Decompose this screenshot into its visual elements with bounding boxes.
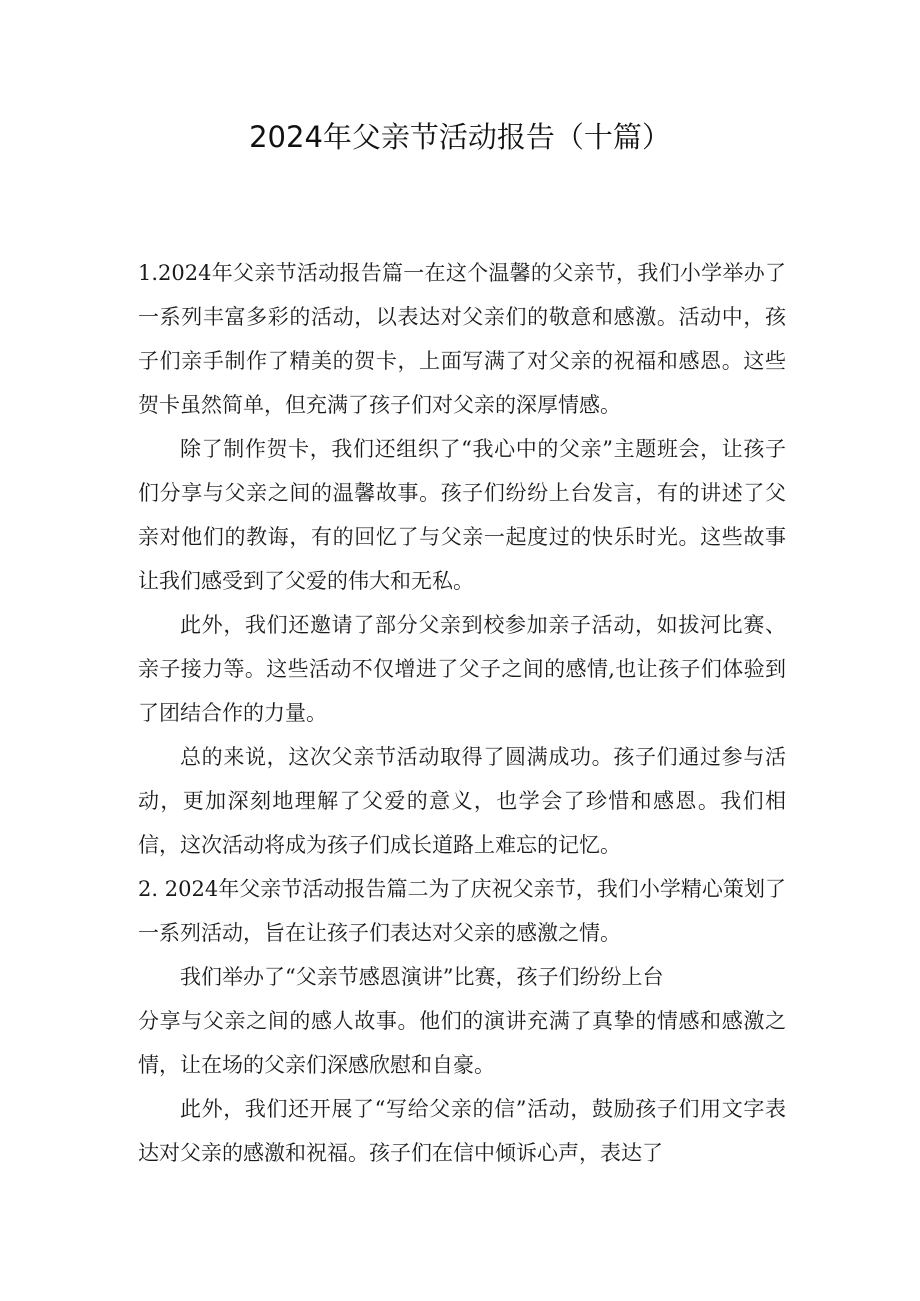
paragraph-7: 分享与父亲之间的感人故事。他们的演讲充满了真挚的情感和感激之情，让在场的父亲们深感欣慰和自豪。 <box>138 1009 786 1077</box>
paragraph-4: 总的来说，这次父亲节活动取得了圆满成功。孩子们通过参与活动，更加深刻地理解了父爱的意义，也学会了珍惜和感恩。我们相信，这次活动将成为孩子们成长道路上难忘的记忆。 <box>138 745 786 857</box>
paragraph-2: 除了制作贺卡，我们还组织了“我心中的父亲”主题班会，让孩子们分享与父亲之间的温馨故事。孩子们纷纷上台发言，有的讲述了父亲对他们的教诲，有的回忆了与父亲一起度过的快乐时光。这些故事让我们感受到了父爱的伟大和无私。 <box>138 437 786 593</box>
paragraph-8: 此外，我们还开展了“写给父亲的信”活动，鼓励孩子们用文字表达对父亲的感激和祝福。孩子们在信中倾诉心声，表达了 <box>138 1097 786 1165</box>
paragraph-5: 2. 2024年父亲节活动报告篇二为了庆祝父亲节，我们小学精心策划了一系列活动，旨在让孩子们表达对父亲的感激之情。 <box>138 877 786 945</box>
paragraph-6: 我们举办了“父亲节感恩演讲”比赛，孩子们纷纷上台 <box>180 965 664 989</box>
document-title: 2024年父亲节活动报告（十篇） <box>249 120 671 154</box>
paragraph-1: 1.2024年父亲节活动报告篇一在这个温馨的父亲节，我们小学举办了一系列丰富多彩的活动，以表达对父亲们的敬意和感激。活动中，孩子们亲手制作了精美的贺卡，上面写满了对父亲的祝福和感恩。这些贺卡虽然简单，但充满了孩子们对父亲的深厚情感。 <box>138 261 786 417</box>
paragraph-3: 此外，我们还邀请了部分父亲到校参加亲子活动，如拔河比赛、亲子接力等。这些活动不仅增进了父子之间的感情,也让孩子们体验到了团结合作的力量。 <box>138 613 786 725</box>
document-body <box>138 251 786 1175</box>
